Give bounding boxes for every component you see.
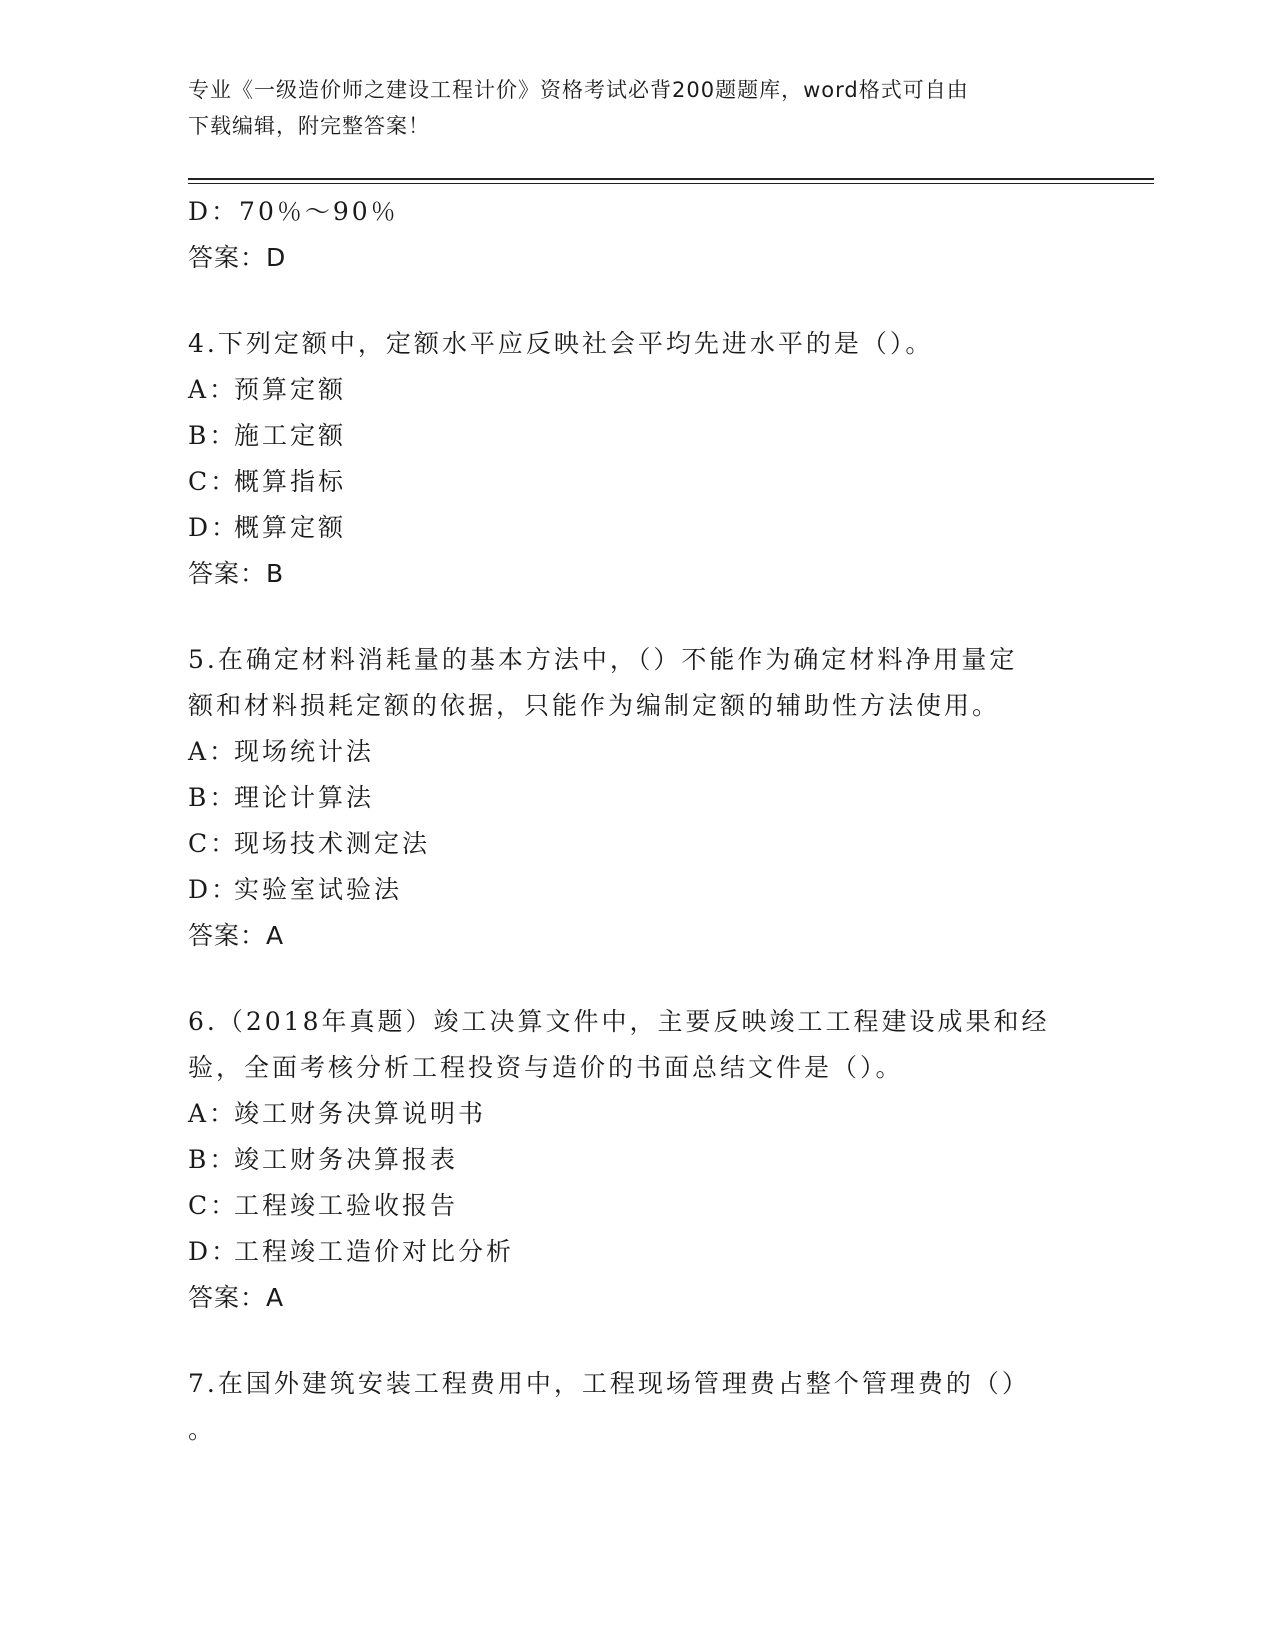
q4-option-b-label: B： <box>188 421 238 450</box>
q6-option-b-text: 竣工财务决算报表 <box>234 1145 459 1174</box>
q5-option-b <box>188 775 1088 821</box>
q6-option-a <box>188 1091 1088 1137</box>
q5-option-d-label: D： <box>188 875 240 904</box>
q4-option-a <box>188 367 1088 413</box>
q6-option-d-text: 工程竣工造价对比分析 <box>234 1237 515 1266</box>
q4-option-c-text: 概算指标 <box>234 467 347 496</box>
q6-option-b-label: B： <box>188 1145 238 1174</box>
q6-option-c-label: C： <box>188 1191 239 1220</box>
header-line-1: 专业《一级造价师之建设工程计价》资格考试必背200题题库，word格式可自由 <box>188 78 969 102</box>
q7-stem-line-1: 7.在国外建筑安装工程费用中，工程现场管理费占整个管理费的（） <box>188 1369 1030 1398</box>
question-5 <box>188 637 1088 959</box>
q5-option-d <box>188 867 1088 913</box>
q6-option-d-label: D： <box>188 1237 240 1266</box>
q3-answer: 答案：D <box>188 243 287 272</box>
question-3-tail <box>188 189 1088 281</box>
q4-option-d-label: D： <box>188 513 240 542</box>
q5-option-a <box>188 729 1088 775</box>
q5-option-c <box>188 821 1088 867</box>
q5-option-d-text: 实验室试验法 <box>234 875 403 904</box>
q5-option-c-text: 现场技术测定法 <box>234 829 431 858</box>
q3-option-d: D：70％～90％ <box>188 197 399 226</box>
q4-option-b <box>188 413 1088 459</box>
q5-option-b-label: B： <box>188 783 238 812</box>
q6-option-a-text: 竣工财务决算说明书 <box>234 1099 487 1128</box>
q5-option-c-label: C： <box>188 829 239 858</box>
q6-answer: 答案：A <box>188 1283 285 1312</box>
q5-option-a-label: A： <box>188 737 238 766</box>
q4-option-a-text: 预算定额 <box>234 375 347 404</box>
q4-option-d <box>188 505 1088 551</box>
q6-stem-line-1: 6.（2018年真题）竣工决算文件中，主要反映竣工工程建设成果和经 <box>188 1007 1050 1036</box>
q6-option-a-label: A： <box>188 1099 238 1128</box>
header-line-2: 下载编辑，附完整答案！ <box>188 114 430 138</box>
question-content <box>188 189 1088 1453</box>
q4-option-c-label: C： <box>188 467 239 496</box>
q6-option-d <box>188 1229 1088 1275</box>
q5-option-b-text: 理论计算法 <box>234 783 375 812</box>
q4-option-a-label: A： <box>188 375 238 404</box>
document-header <box>188 72 1078 144</box>
q4-answer: 答案：B <box>188 559 285 588</box>
q5-stem-line-2: 额和材料损耗定额的依据，只能作为编制定额的辅助性方法使用。 <box>188 691 1001 720</box>
q4-option-b-text: 施工定额 <box>234 421 347 450</box>
q6-option-b <box>188 1137 1088 1183</box>
q7-stem-line-2: 。 <box>188 1415 217 1444</box>
question-6 <box>188 999 1088 1321</box>
q4-stem: 4.下列定额中，定额水平应反映社会平均先进水平的是（）。 <box>188 329 934 358</box>
q6-stem-line-2: 验，全面考核分析工程投资与造价的书面总结文件是（）。 <box>188 1053 904 1082</box>
q6-option-c <box>188 1183 1088 1229</box>
header-divider-thick <box>188 178 1154 180</box>
q5-option-a-text: 现场统计法 <box>234 737 375 766</box>
q5-answer: 答案：A <box>188 921 285 950</box>
q6-option-c-text: 工程竣工验收报告 <box>234 1191 459 1220</box>
q4-option-c <box>188 459 1088 505</box>
question-7 <box>188 1361 1088 1453</box>
q5-stem-line-1: 5.在确定材料消耗量的基本方法中，（）不能作为确定材料净用量定 <box>188 645 1018 674</box>
question-4 <box>188 321 1088 597</box>
header-divider-thin <box>188 183 1154 184</box>
q4-option-d-text: 概算定额 <box>234 513 347 542</box>
